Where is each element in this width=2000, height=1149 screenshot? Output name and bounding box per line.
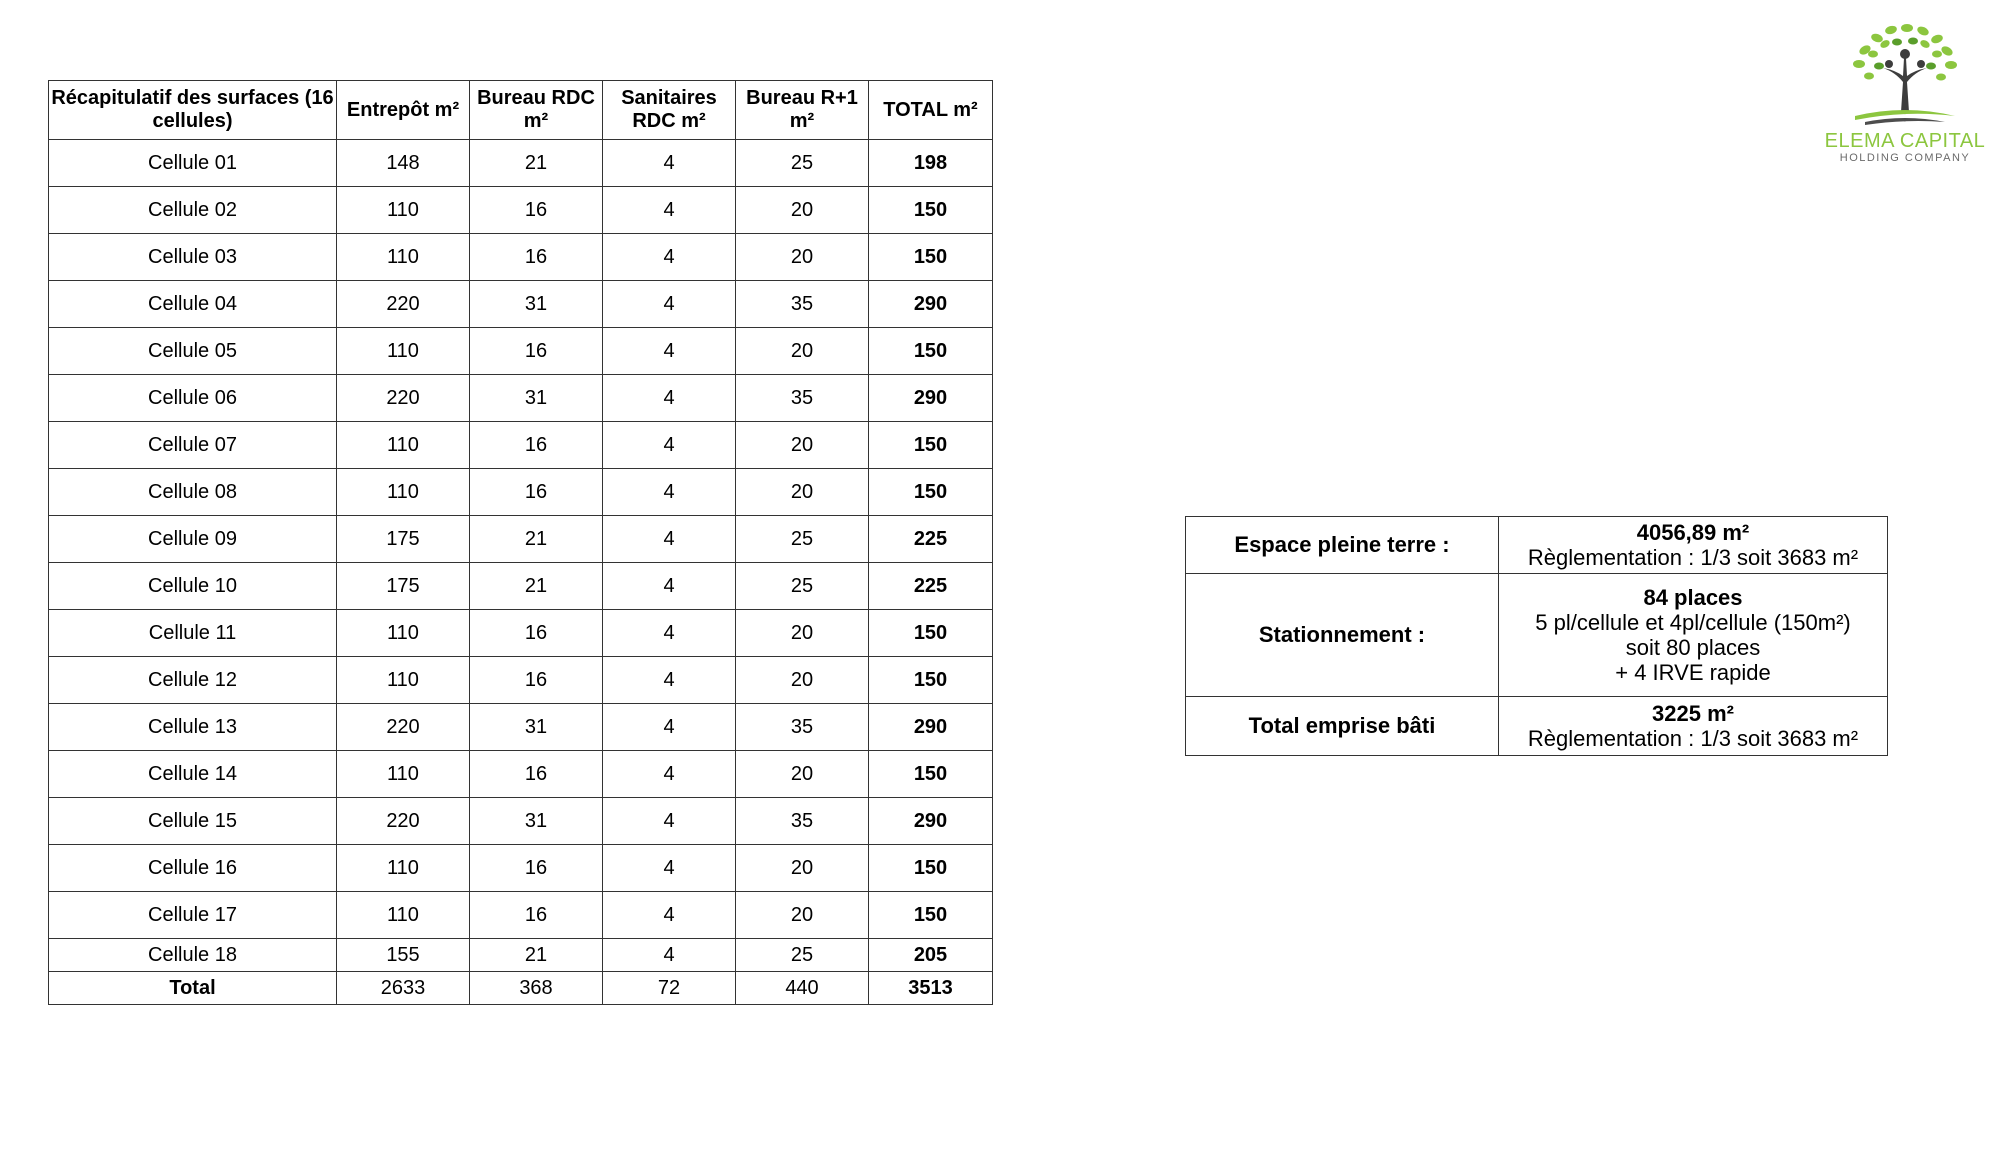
cell-total: 198	[869, 140, 993, 187]
table-row	[49, 422, 993, 469]
espace-value: 4056,89 m²	[1636, 520, 1750, 545]
cell-bureau-r1: 25	[736, 140, 869, 187]
cell-bureau-r1: 20	[736, 234, 869, 281]
cell-total: 150	[869, 751, 993, 798]
table-row	[49, 281, 993, 328]
stationnement-value: 84 places	[1643, 585, 1743, 610]
table-row	[49, 375, 993, 422]
cell-name: Cellule 18	[49, 939, 337, 972]
cell-total: 225	[869, 516, 993, 563]
logo-tagline: HOLDING COMPANY	[1839, 152, 1971, 164]
cell-bureau-r1: 20	[736, 469, 869, 516]
cell-entrepot: 110	[337, 328, 470, 375]
emprise-value: 3225 m²	[1652, 701, 1734, 726]
summary-row-emprise	[1186, 697, 1888, 756]
cell-bureau-rdc: 16	[470, 610, 603, 657]
cell-total: 205	[869, 939, 993, 972]
cell-name: Cellule 17	[49, 892, 337, 939]
cell-sanitaires: 4	[603, 328, 736, 375]
stationnement-line2: soit 80 places	[1625, 635, 1761, 660]
emprise-value-cell	[1499, 697, 1888, 756]
cell-entrepot: 110	[337, 469, 470, 516]
table-row	[49, 892, 993, 939]
cell-total: 150	[869, 892, 993, 939]
cell-bureau-r1: 20	[736, 328, 869, 375]
cell-name: Total	[49, 972, 337, 1005]
cell-bureau-rdc: 21	[470, 140, 603, 187]
cell-bureau-r1: 25	[736, 939, 869, 972]
cell-entrepot: 220	[337, 704, 470, 751]
cell-name: Cellule 11	[49, 610, 337, 657]
espace-note: Règlementation : 1/3 soit 3683 m²	[1527, 545, 1859, 570]
table-row	[49, 469, 993, 516]
cell-entrepot: 110	[337, 187, 470, 234]
cell-bureau-rdc: 368	[470, 972, 603, 1005]
cell-sanitaires: 4	[603, 422, 736, 469]
stationnement-line3: + 4 IRVE rapide	[1615, 660, 1771, 685]
cell-total: 290	[869, 798, 993, 845]
cell-total: 150	[869, 422, 993, 469]
cell-sanitaires: 4	[603, 798, 736, 845]
stationnement-line1: 5 pl/cellule et 4pl/cellule (150m²)	[1535, 610, 1851, 635]
cell-total: 150	[869, 845, 993, 892]
cell-bureau-r1: 35	[736, 704, 869, 751]
cell-sanitaires: 72	[603, 972, 736, 1005]
cell-total: 290	[869, 375, 993, 422]
cell-total: 290	[869, 704, 993, 751]
cell-bureau-r1: 35	[736, 375, 869, 422]
cell-bureau-r1: 20	[736, 422, 869, 469]
cell-sanitaires: 4	[603, 563, 736, 610]
table-row	[49, 140, 993, 187]
header-row	[49, 81, 993, 140]
surfaces-table	[48, 80, 993, 1005]
header-sanitaires-rdc: Sanitaires RDC m²	[603, 81, 736, 140]
table-row	[49, 704, 993, 751]
cell-entrepot: 110	[337, 845, 470, 892]
cell-sanitaires: 4	[603, 704, 736, 751]
emprise-label: Total emprise bâti	[1186, 697, 1499, 756]
cell-total: 290	[869, 281, 993, 328]
cell-bureau-rdc: 31	[470, 704, 603, 751]
header-total: TOTAL m²	[869, 81, 993, 140]
cell-total: 150	[869, 610, 993, 657]
cell-entrepot: 110	[337, 422, 470, 469]
cell-bureau-rdc: 16	[470, 845, 603, 892]
cell-bureau-rdc: 31	[470, 375, 603, 422]
cell-bureau-rdc: 21	[470, 563, 603, 610]
cell-total: 150	[869, 187, 993, 234]
cell-entrepot: 220	[337, 798, 470, 845]
tree-logo-icon	[1845, 20, 1965, 130]
cell-bureau-rdc: 16	[470, 892, 603, 939]
table-row	[49, 845, 993, 892]
summary-row-espace	[1186, 517, 1888, 574]
cell-name: Cellule 10	[49, 563, 337, 610]
cell-name: Cellule 09	[49, 516, 337, 563]
cell-bureau-r1: 20	[736, 751, 869, 798]
cell-sanitaires: 4	[603, 610, 736, 657]
cell-sanitaires: 4	[603, 939, 736, 972]
cell-sanitaires: 4	[603, 516, 736, 563]
cell-bureau-r1: 440	[736, 972, 869, 1005]
cell-entrepot: 155	[337, 939, 470, 972]
cell-bureau-rdc: 16	[470, 328, 603, 375]
cell-total: 225	[869, 563, 993, 610]
cell-sanitaires: 4	[603, 375, 736, 422]
stationnement-value-cell	[1499, 574, 1888, 697]
cell-bureau-rdc: 21	[470, 516, 603, 563]
table-row	[49, 657, 993, 704]
table-row	[49, 516, 993, 563]
cell-name: Cellule 02	[49, 187, 337, 234]
cell-bureau-rdc: 31	[470, 281, 603, 328]
cell-bureau-rdc: 31	[470, 798, 603, 845]
cell-sanitaires: 4	[603, 281, 736, 328]
table-row	[49, 798, 993, 845]
cell-name: Cellule 16	[49, 845, 337, 892]
summary-table	[1185, 516, 1888, 756]
cell-bureau-r1: 20	[736, 892, 869, 939]
emprise-note: Règlementation : 1/3 soit 3683 m²	[1527, 726, 1859, 751]
cell-sanitaires: 4	[603, 657, 736, 704]
table-row	[49, 610, 993, 657]
cell-total: 150	[869, 328, 993, 375]
cell-sanitaires: 4	[603, 845, 736, 892]
stationnement-label: Stationnement :	[1186, 574, 1499, 697]
cell-entrepot: 110	[337, 610, 470, 657]
cell-name: Cellule 13	[49, 704, 337, 751]
cell-total: 150	[869, 234, 993, 281]
cell-bureau-r1: 35	[736, 281, 869, 328]
cell-bureau-rdc: 21	[470, 939, 603, 972]
cell-bureau-r1: 25	[736, 563, 869, 610]
cell-bureau-rdc: 16	[470, 751, 603, 798]
cell-entrepot: 220	[337, 281, 470, 328]
surfaces-body	[49, 140, 993, 1005]
logo-brand: ELEMA CAPITAL	[1824, 130, 1986, 152]
cell-name: Cellule 03	[49, 234, 337, 281]
cell-bureau-r1: 20	[736, 187, 869, 234]
cell-bureau-r1: 25	[736, 516, 869, 563]
company-logo	[1820, 20, 1990, 164]
header-bureau-r1: Bureau R+1 m²	[736, 81, 869, 140]
cell-sanitaires: 4	[603, 187, 736, 234]
cell-sanitaires: 4	[603, 140, 736, 187]
table-row	[49, 187, 993, 234]
cell-name: Cellule 05	[49, 328, 337, 375]
cell-entrepot: 220	[337, 375, 470, 422]
cell-name: Cellule 01	[49, 140, 337, 187]
cell-bureau-rdc: 16	[470, 187, 603, 234]
cell-name: Cellule 06	[49, 375, 337, 422]
total-row	[49, 972, 993, 1005]
espace-value-cell	[1499, 517, 1888, 574]
cell-bureau-rdc: 16	[470, 234, 603, 281]
cell-entrepot: 2633	[337, 972, 470, 1005]
cell-entrepot: 110	[337, 751, 470, 798]
cell-entrepot: 175	[337, 563, 470, 610]
cell-entrepot: 175	[337, 516, 470, 563]
cell-sanitaires: 4	[603, 892, 736, 939]
cell-sanitaires: 4	[603, 234, 736, 281]
cell-name: Cellule 04	[49, 281, 337, 328]
table-row	[49, 939, 993, 972]
cell-bureau-r1: 20	[736, 657, 869, 704]
table-row	[49, 751, 993, 798]
cell-entrepot: 110	[337, 657, 470, 704]
header-name: Récapitulatif des surfaces (16 cellules)	[49, 81, 337, 140]
cell-entrepot: 148	[337, 140, 470, 187]
cell-entrepot: 110	[337, 892, 470, 939]
summary-row-stationnement	[1186, 574, 1888, 697]
cell-name: Cellule 12	[49, 657, 337, 704]
cell-bureau-r1: 20	[736, 610, 869, 657]
cell-name: Cellule 07	[49, 422, 337, 469]
cell-name: Cellule 15	[49, 798, 337, 845]
cell-total: 150	[869, 657, 993, 704]
table-row	[49, 563, 993, 610]
cell-total: 3513	[869, 972, 993, 1005]
cell-total: 150	[869, 469, 993, 516]
table-row	[49, 234, 993, 281]
header-entrepot: Entrepôt m²	[337, 81, 470, 140]
cell-name: Cellule 14	[49, 751, 337, 798]
espace-label: Espace pleine terre :	[1186, 517, 1499, 574]
cell-bureau-r1: 35	[736, 798, 869, 845]
cell-bureau-rdc: 16	[470, 469, 603, 516]
cell-sanitaires: 4	[603, 469, 736, 516]
header-bureau-rdc: Bureau RDC m²	[470, 81, 603, 140]
cell-bureau-rdc: 16	[470, 422, 603, 469]
cell-entrepot: 110	[337, 234, 470, 281]
cell-sanitaires: 4	[603, 751, 736, 798]
cell-name: Cellule 08	[49, 469, 337, 516]
table-row	[49, 328, 993, 375]
cell-bureau-r1: 20	[736, 845, 869, 892]
cell-bureau-rdc: 16	[470, 657, 603, 704]
